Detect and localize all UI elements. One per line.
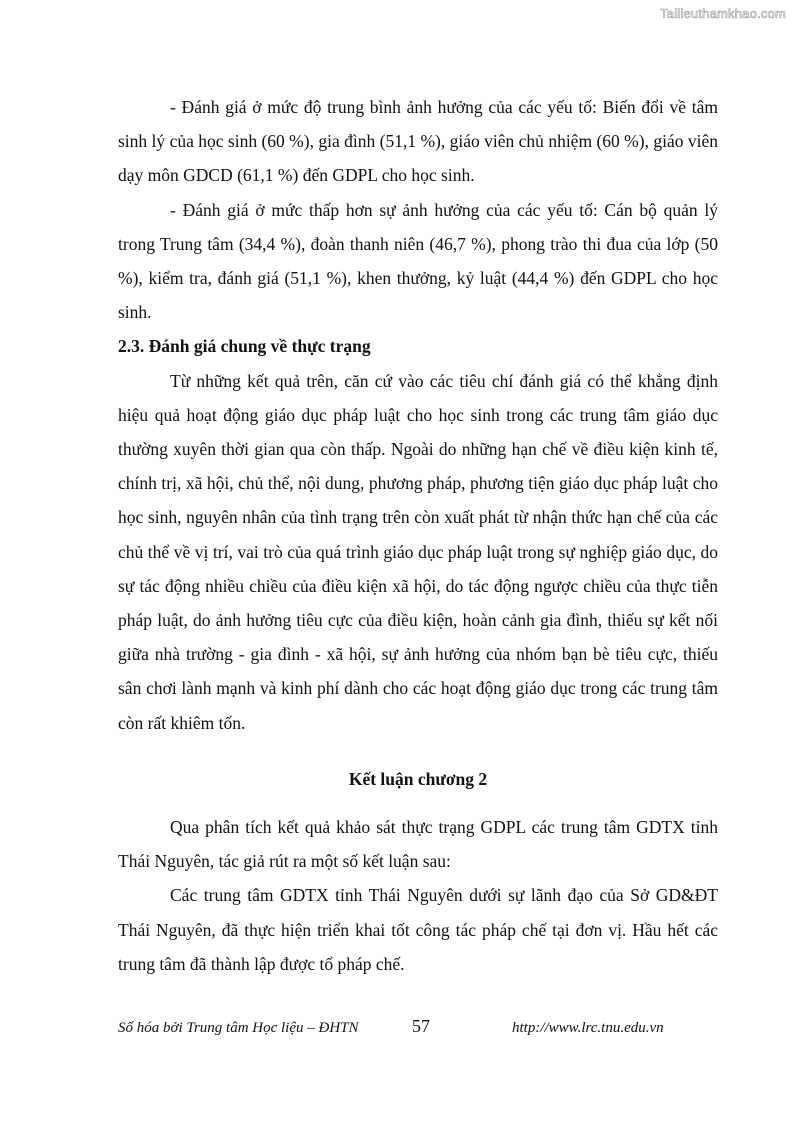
page-footer — [118, 1016, 718, 1046]
page-content — [118, 90, 718, 981]
footer-source: Số hóa bởi Trung tâm Học liệu – ĐHTN — [118, 1020, 359, 1036]
page-number: 57 — [412, 1016, 430, 1036]
paragraph-average-factors: - Đánh giá ở mức độ trung bình ảnh hưởng của các yếu tố: Biến đổi về tâm sinh lý của học sinh (60 %), gia đình (51,1 %), giáo viên chủ nhiệm (60 %), giáo viên dạy môn GDCD (61,1 %) đến GDPL cho học sinh. — [118, 97, 718, 186]
paragraph-conclusion-point: Các trung tâm GDTX tỉnh Thái Nguyên dưới sự lãnh đạo của Sở GD&ĐT Thái Nguyên, đã thực hiện triển khai tốt công tác pháp chế tại đơn vị. Hầu hết các trung tâm đã thành lập được tổ pháp chế. — [118, 885, 718, 974]
section-heading: 2.3. Đánh giá chung về thực trạng — [118, 336, 371, 357]
watermark: Tailieuthamkhao.com — [660, 6, 786, 21]
chapter-conclusion-heading: Kết luận chương 2 — [348, 768, 488, 789]
paragraph-general-assessment: Từ những kết quả trên, căn cứ vào các tiêu chí đánh giá có thể khẳng định hiệu quả hoạt động giáo dục pháp luật cho học sinh trong các trung tâm giáo dục thường xuyên thời gian qua còn thấp. Ngoài do những hạn chế về điều kiện kinh tế, chính trị, xã hội, chủ thể, nội dung, phương pháp, phương tiện giáo dục pháp luật cho học sinh, nguyên nhân của tình trạng trên còn xuất phát từ nhận thức hạn chế của các chủ thể về vị trí, vai trò của quá trình giáo dục pháp luật trong sự nghiệp giáo dục, do sự tác động nhiều chiều của điều kiện xã hội, do tác động ngược chiều của thực tiễn pháp luật, do ảnh hưởng tiêu cực của điều kiện, hoàn cảnh gia đình, thiếu sự kết nối giữa nhà trường - gia đình - xã hội, sự ảnh hưởng của nhóm bạn bè tiêu cực, thiếu sân chơi lành mạnh và kinh phí dành cho các hoạt động giáo dục trong các trung tâm còn rất khiêm tốn. — [118, 370, 718, 733]
paragraph-lower-factors: - Đánh giá ở mức thấp hơn sự ảnh hưởng của các yếu tố: Cán bộ quản lý trong Trung tâm (34,4 %), đoàn thanh niên (46,7 %), phong trào thi đua của lớp (50 %), kiểm tra, đánh giá (51,1 %), khen thưởng, kỷ luật (44,4 %) đến GDPL cho học sinh. — [118, 199, 718, 323]
footer-url[interactable]: http://www.lrc.tnu.edu.vn — [512, 1020, 664, 1036]
paragraph-conclusion-intro: Qua phân tích kết quả khảo sát thực trạng GDPL các trung tâm GDTX tỉnh Thái Nguyên, tác giả rút ra một số kết luận sau: — [118, 817, 718, 872]
